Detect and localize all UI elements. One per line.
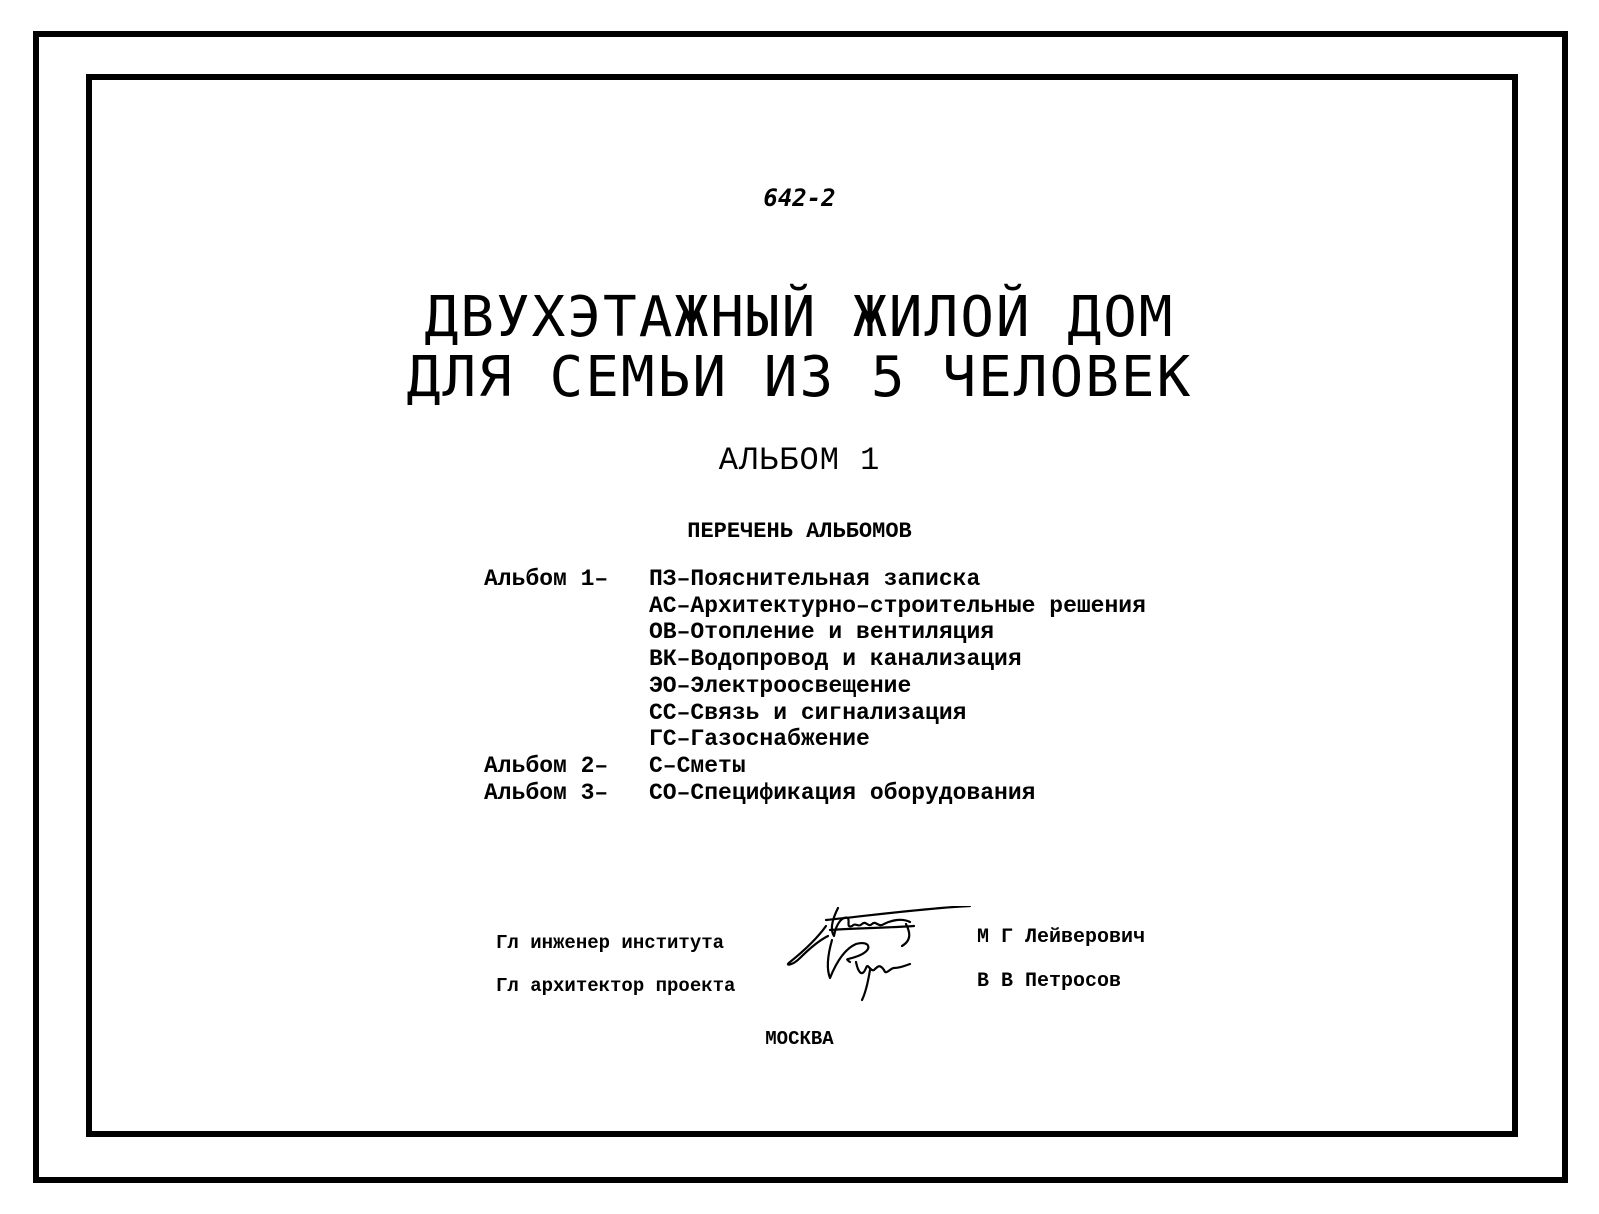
- signatory-role-chief-engineer: Гл инженер института: [496, 932, 725, 954]
- album-title: АЛЬБОМ 1: [718, 442, 881, 479]
- album-section: ВК–Водопровод и канализация: [649, 646, 1022, 673]
- album-section: ПЗ–Пояснительная записка: [649, 566, 981, 592]
- album-list-item: [484, 646, 1146, 673]
- album-label: Альбом 3–: [484, 779, 609, 806]
- album-section: СО–Спецификация оборудования: [649, 779, 1036, 806]
- album-list-item: [484, 593, 1146, 620]
- city: МОСКВА: [765, 1028, 834, 1050]
- handwritten-signatures: [786, 906, 986, 1006]
- album-list-item: [484, 780, 1146, 807]
- album-list-item: [484, 619, 1146, 646]
- signatory-name-chief-architect: В В Петросов: [977, 970, 1122, 993]
- album-list-item: [484, 726, 1146, 753]
- title-line-1: ДВУХЭТАЖНЫЙ ЖИЛОЙ ДОМ: [424, 285, 1175, 350]
- album-list: [484, 566, 1146, 806]
- album-label: Альбом 1–: [484, 566, 609, 592]
- album-section: АС–Архитектурно–строительные решения: [649, 592, 1146, 619]
- album-list-item: [484, 753, 1146, 780]
- album-list-item: [484, 566, 1146, 593]
- album-list-item: [484, 673, 1146, 700]
- album-label: [484, 700, 649, 727]
- album-section: СС–Связь и сигнализация: [649, 699, 967, 726]
- signatory-role-chief-architect: Гл архитектор проекта: [496, 975, 736, 997]
- album-section: С–Сметы: [649, 752, 746, 779]
- album-label: [484, 619, 649, 646]
- album-section: ОВ–Отопление и вентиляция: [649, 619, 995, 646]
- signatory-name-chief-engineer: М Г Лейверович: [977, 926, 1146, 949]
- album-label: [484, 593, 649, 620]
- album-section: ГС–Газоснабжение: [649, 726, 870, 753]
- project-code: 642-2: [763, 184, 836, 212]
- album-list-heading: ПЕРЕЧЕНЬ АЛЬБОМОВ: [687, 519, 912, 544]
- title-line-2: ДЛЯ СЕМЬИ ИЗ 5 ЧЕЛОВЕК: [406, 345, 1193, 410]
- album-label: Альбом 2–: [484, 752, 609, 779]
- album-list-item: [484, 700, 1146, 727]
- album-section: ЭО–Электроосвещение: [649, 672, 912, 699]
- album-label: [484, 646, 649, 673]
- album-label: [484, 673, 649, 700]
- album-label: [484, 726, 649, 753]
